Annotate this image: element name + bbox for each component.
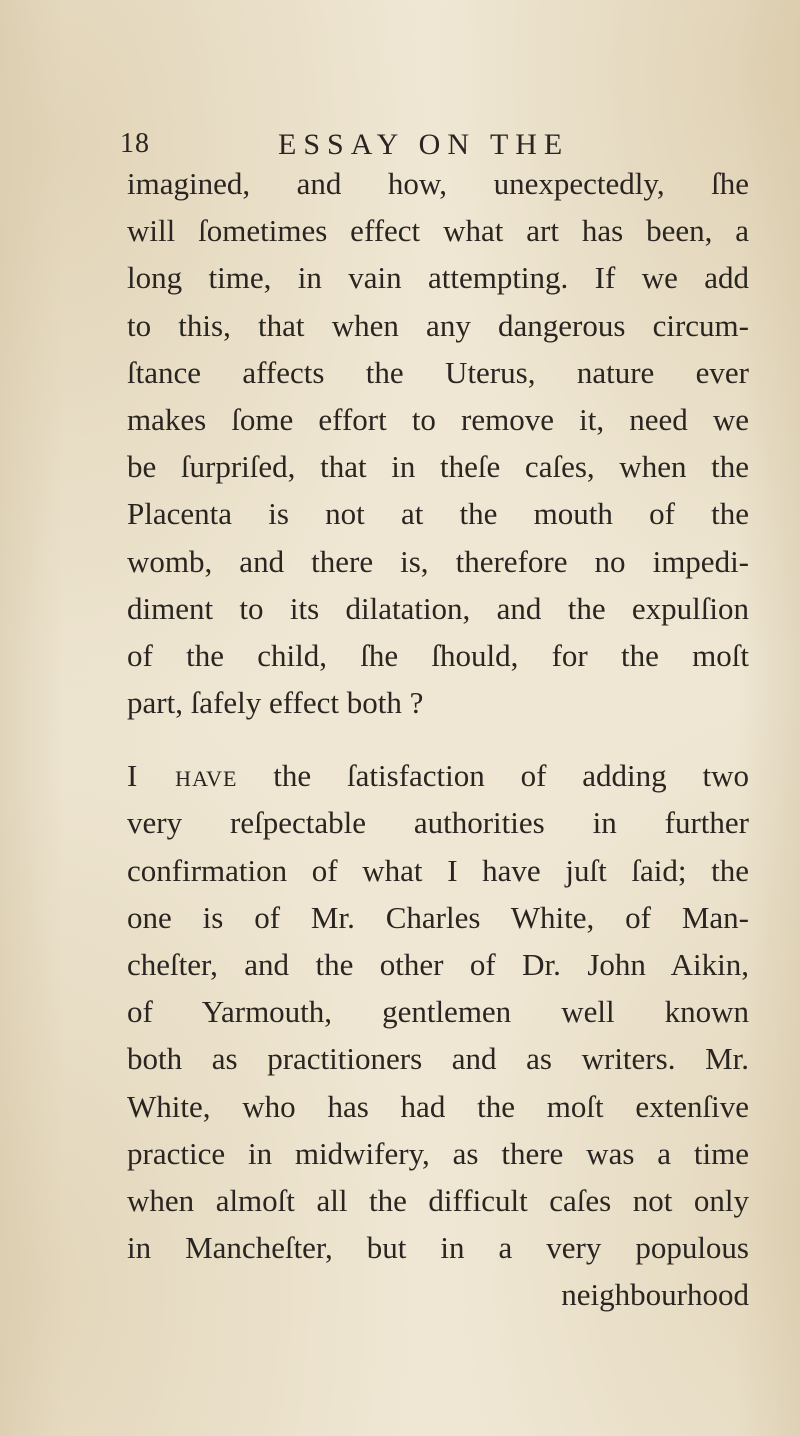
text-line-first	[127, 752, 749, 799]
lead-word: I have	[127, 758, 238, 794]
text-line: be ſurpriſed, that in theſe caſes, when the	[127, 449, 749, 485]
text-line: of Yarmouth, gentlemen well known	[127, 994, 749, 1030]
text-line: both as practitioners and as writers. Mr.	[127, 1041, 749, 1077]
body-text	[127, 160, 749, 1319]
text-line: Placenta is not at the mouth of the	[127, 496, 749, 532]
text-line: very reſpectable authorities in further	[127, 805, 749, 841]
paragraph-2	[127, 752, 749, 1271]
text-line: when almoſt all the difficult caſes not only	[127, 1182, 749, 1218]
text-line: imagined, and how, unexpectedly, ſhe	[127, 166, 749, 201]
text-line: confirmation of what I have juſt ſaid; the	[127, 852, 749, 888]
text-line: to this, that when any dangerous circum-	[127, 307, 749, 343]
text-line: makes ſome effort to remove it, need we	[127, 401, 749, 437]
text-line: long time, in vain attempting. If we add	[127, 260, 749, 296]
text-line: in Mancheſter, but in a very populous	[127, 1230, 749, 1266]
paragraph-1	[127, 160, 749, 726]
text-line: one is of Mr. Charles White, of Man-	[127, 899, 749, 935]
text-line: practice in midwifery, as there was a time	[127, 1135, 749, 1171]
text-line: womb, and there is, therefore no impedi-	[127, 543, 749, 579]
text-line: ſtance affects the Uterus, nature ever	[127, 354, 749, 390]
text-line: diment to its dilatation, and the expulſion	[127, 590, 749, 626]
catchword: neighbourhood	[561, 1277, 749, 1313]
text-line: part, ſafely effect both ?	[127, 685, 424, 721]
running-head: ESSAY ON THE	[278, 128, 570, 161]
text-line: cheſter, and the other of Dr. John Aikin,	[127, 947, 749, 982]
page-number: 18	[120, 128, 150, 159]
text-line: White, who has had the moſt extenſive	[127, 1088, 749, 1124]
text-line-rest: the ſatisfaction of adding two	[237, 758, 750, 794]
text-line: of the child, ſhe ſhould, for the moſt	[127, 637, 749, 673]
paragraph-spacer	[127, 726, 749, 752]
text-line: will ſometimes effect what art has been, a	[127, 213, 749, 249]
